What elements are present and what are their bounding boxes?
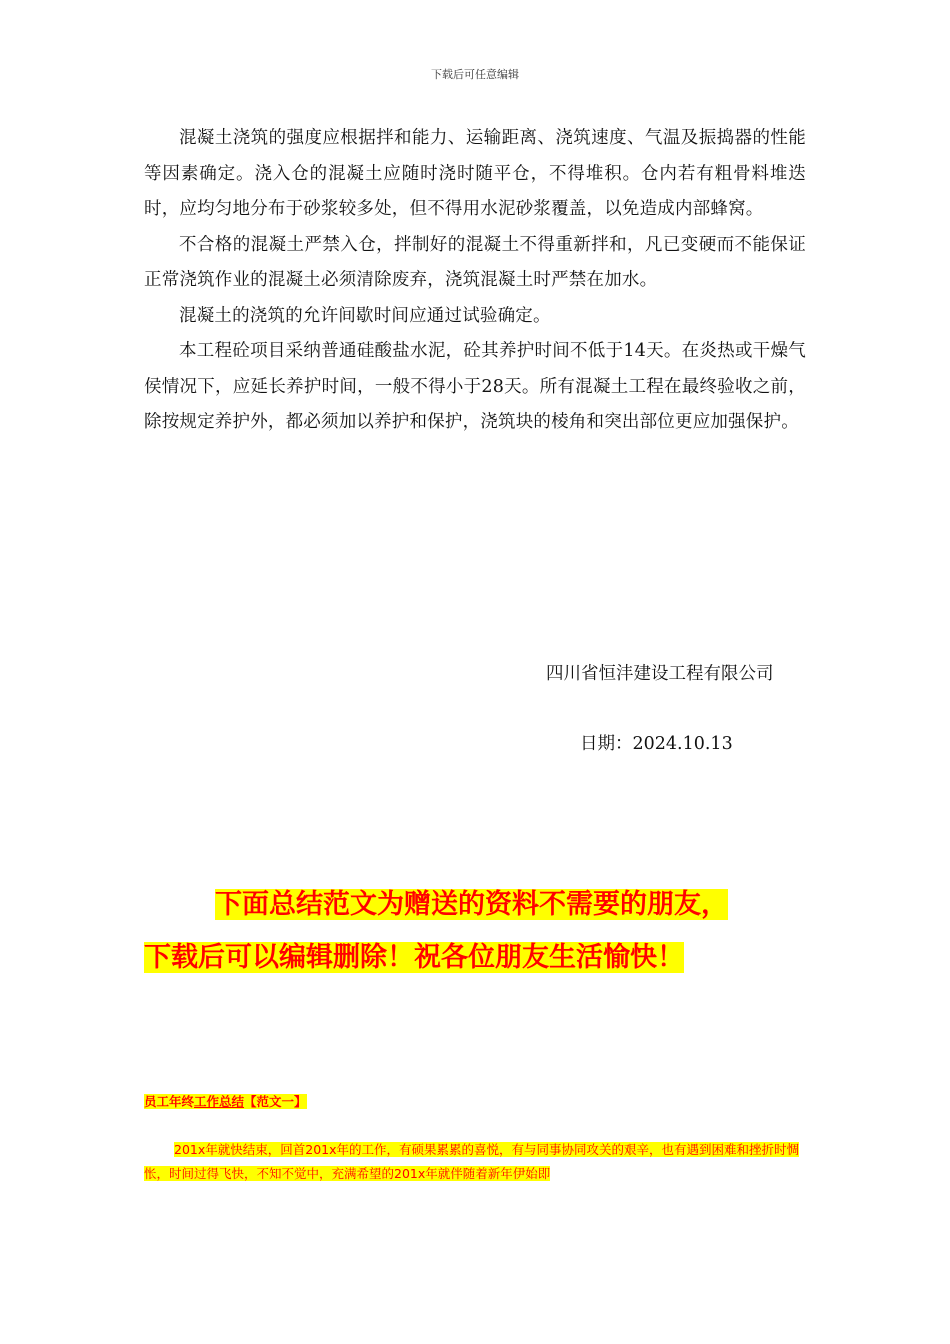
promo-notice	[144, 878, 824, 984]
promo-line-1: 下面总结范文为赠送的资料不需要的朋友，	[215, 889, 728, 920]
promo-line-2: 下载后可以编辑删除！祝各位朋友生活愉快！	[144, 942, 684, 973]
sample-title-suffix: 【范文一】	[244, 1094, 307, 1109]
signature-date: 日期：2024.10.13	[580, 734, 733, 754]
paragraph-4: 本工程砼项目采纳普通硅酸盐水泥，砼其养护时间不低于14天。在炎热或干燥气侯情况下，应延长养护时间，一般不得小于28天。所有混凝土工程在最终验收之前，除按规定养护外，都必须加以养护和保护，浇筑块的棱角和突出部位更应加强保护。	[144, 341, 806, 432]
sample-title-prefix: 员工年终	[144, 1094, 195, 1109]
page-header: 下载后可任意编辑	[431, 68, 519, 81]
signature-company: 四川省恒沣建设工程有限公司	[546, 664, 774, 684]
sample-body-text: 201x年就快结束，回首201x年的工作，有硕果累累的喜悦，有与同事协同攻关的艰辛，也有遇到困难和挫折时惆怅，时间过得飞快，不知不觉中，充满希望的201x年就伴随着新年伊始即	[144, 1142, 800, 1181]
paragraph-1: 混凝土浇筑的强度应根据拌和能力、运输距离、浇筑速度、气温及振捣器的性能等因素确定。浇入仓的混凝土应随时浇时随平仓，不得堆积。仓内若有粗骨料堆迭时，应均匀地分布于砂浆较多处，但不得用水泥砂浆覆盖，以免造成内部蜂窝。	[144, 128, 806, 219]
sample-body	[144, 1138, 804, 1186]
paragraph-2: 不合格的混凝土严禁入仓，拌制好的混凝土不得重新拌和，凡已变硬而不能保证正常浇筑作业的混凝土必须清除废弃，浇筑混凝土时严禁在加水。	[144, 234, 806, 290]
sample-title	[144, 1092, 307, 1110]
paragraph-3: 混凝土的浇筑的允许间歇时间应通过试验确定。	[179, 305, 551, 326]
document-body	[144, 121, 806, 441]
sample-title-link[interactable]: 工作总结	[194, 1094, 245, 1109]
